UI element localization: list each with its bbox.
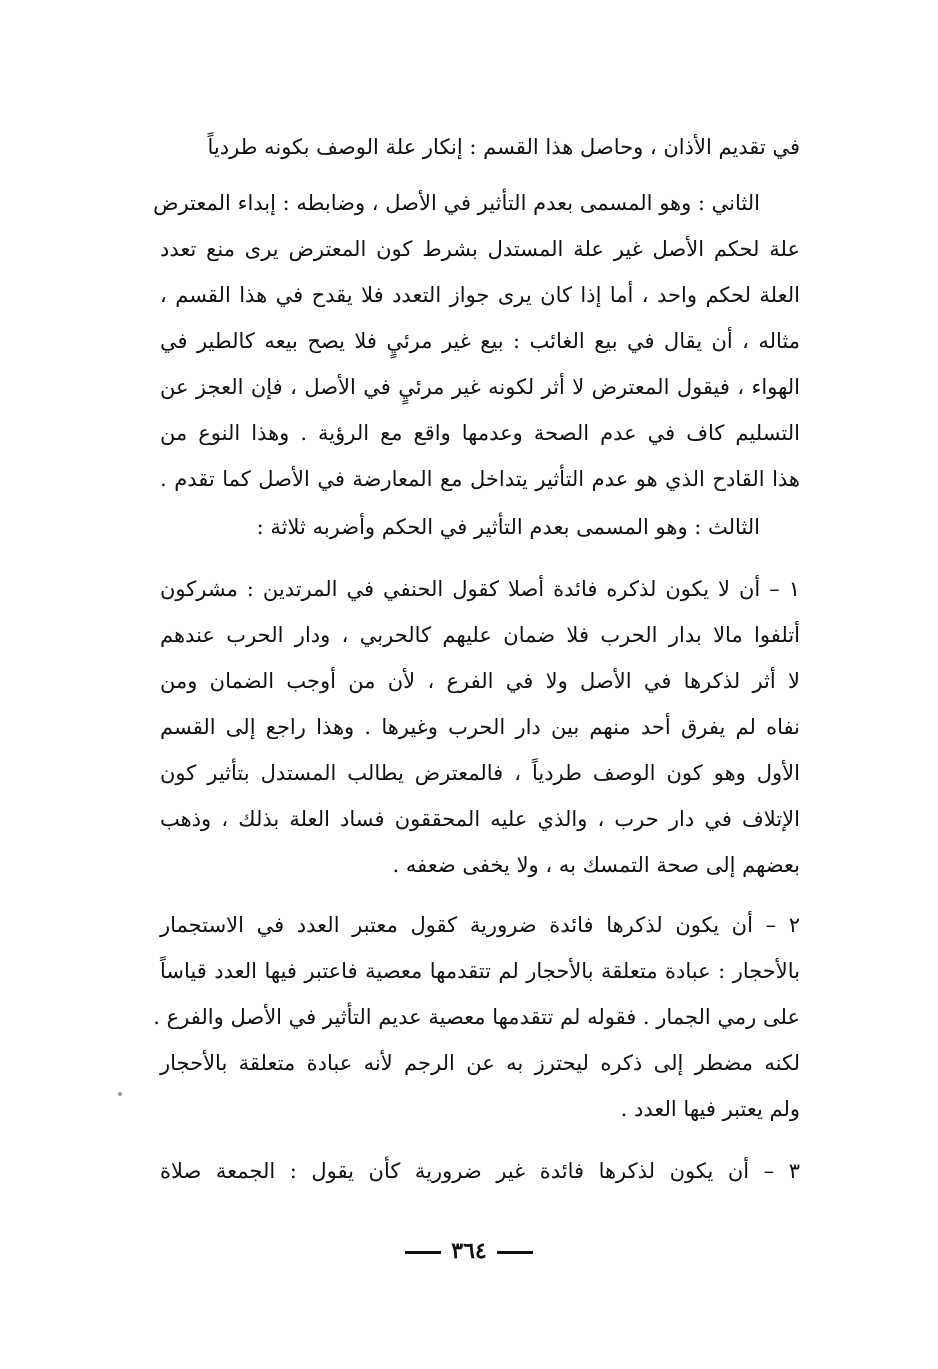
- text-line: التسليم كاف في عدم الصحة وعدمها واقع مع الرؤية . وهذا النوع من: [160, 421, 800, 445]
- text-line: ١ – أن لا يكون لذكره فائدة أصلا كقول الحنفي في المرتدين : مشركون: [160, 577, 800, 601]
- text-line: على رمي الجمار . فقوله لم تتقدمها معصية عديم التأثير في الأصل والفرع .: [153, 1005, 800, 1029]
- paragraph-third-type: [160, 504, 800, 550]
- scan-speck: [118, 1092, 122, 1096]
- paragraph-item-2: [153, 902, 800, 1132]
- text-line: لكنه مضطر إلى ذكره ليحترز به عن الرجم لأنه عبادة متعلقة بالأحجار: [160, 1051, 800, 1075]
- text-line: مثاله ، أن يقال في بيع الغائب : بيع غير مرئيٍ فلا يصح بيعه كالطير في: [160, 329, 800, 353]
- text-line: هذا القادح الذي هو عدم التأثير يتداخل مع المعارضة في الأصل كما تقدم .: [160, 467, 800, 491]
- text-line: لا أثر لذكرها في الأصل ولا في الفرع ، لأن من أوجب الضمان ومن: [160, 669, 800, 693]
- text-line: الثالث : وهو المسمى بعدم التأثير في الحكم وأضربه ثلاثة :: [256, 515, 760, 539]
- paragraph-continuation: [160, 124, 800, 170]
- text-line: ٣ – أن يكون لذكرها فائدة غير ضرورية كأن يقول : الجمعة صلاة: [160, 1159, 800, 1183]
- paragraph-item-3: [160, 1148, 800, 1194]
- text-line: علة لحكم الأصل غير علة المستدل بشرط كون المعترض يرى منع تعدد: [160, 237, 800, 261]
- text-line: ولم يعتبر فيها العدد .: [620, 1097, 800, 1121]
- text-line: ٢ – أن يكون لذكرها فائدة ضرورية كقول معتبر العدد في الاستجمار: [160, 913, 800, 937]
- paragraph-item-1: [160, 566, 800, 888]
- text-line: الأول وهو كون الوصف طردياً ، فالمعترض يطالب المستدل بتأثير كون: [160, 761, 800, 785]
- text-line: بعضهم إلى صحة التمسك به ، ولا يخفى ضعفه .: [392, 853, 800, 877]
- text-line: أتلفوا مالا بدار الحرب فلا ضمان عليهم كالحربي ، ودار الحرب عندهم: [160, 623, 800, 647]
- text-line: الثاني : وهو المسمى بعدم التأثير في الأصل ، وضابطه : إبداء المعترض: [153, 191, 760, 215]
- text-line: بالأحجار : عبادة متعلقة بالأحجار لم تتقدمها معصية فاعتبر فيها العدد قياساً: [160, 959, 800, 983]
- text-line: نفاه لم يفرق أحد منهم بين دار الحرب وغيرها . وهذا راجع إلى القسم: [160, 715, 800, 739]
- text-line: الهواء ، فيقول المعترض لا أثر لكونه غير مرئيٍ في الأصل ، فإن العجز عن: [160, 375, 800, 399]
- page-number-value: ٣٦٤: [451, 1238, 487, 1264]
- page-number: [0, 1238, 938, 1264]
- text-line: في تقديم الأذان ، وحاصل هذا القسم : إنكار علة الوصف بكونه طردياً: [207, 135, 800, 159]
- text-line: الإتلاف في دار حرب ، والذي عليه المحققون فساد العلة بذلك ، وذهب: [160, 807, 800, 831]
- paragraph-second-type: [153, 180, 800, 502]
- page-number-dash-right: [405, 1251, 441, 1254]
- page-number-dash-left: [497, 1251, 533, 1254]
- text-line: العلة لحكم واحد ، أما إذا كان يرى جواز التعدد فلا يقدح في هذا القسم ،: [160, 283, 800, 307]
